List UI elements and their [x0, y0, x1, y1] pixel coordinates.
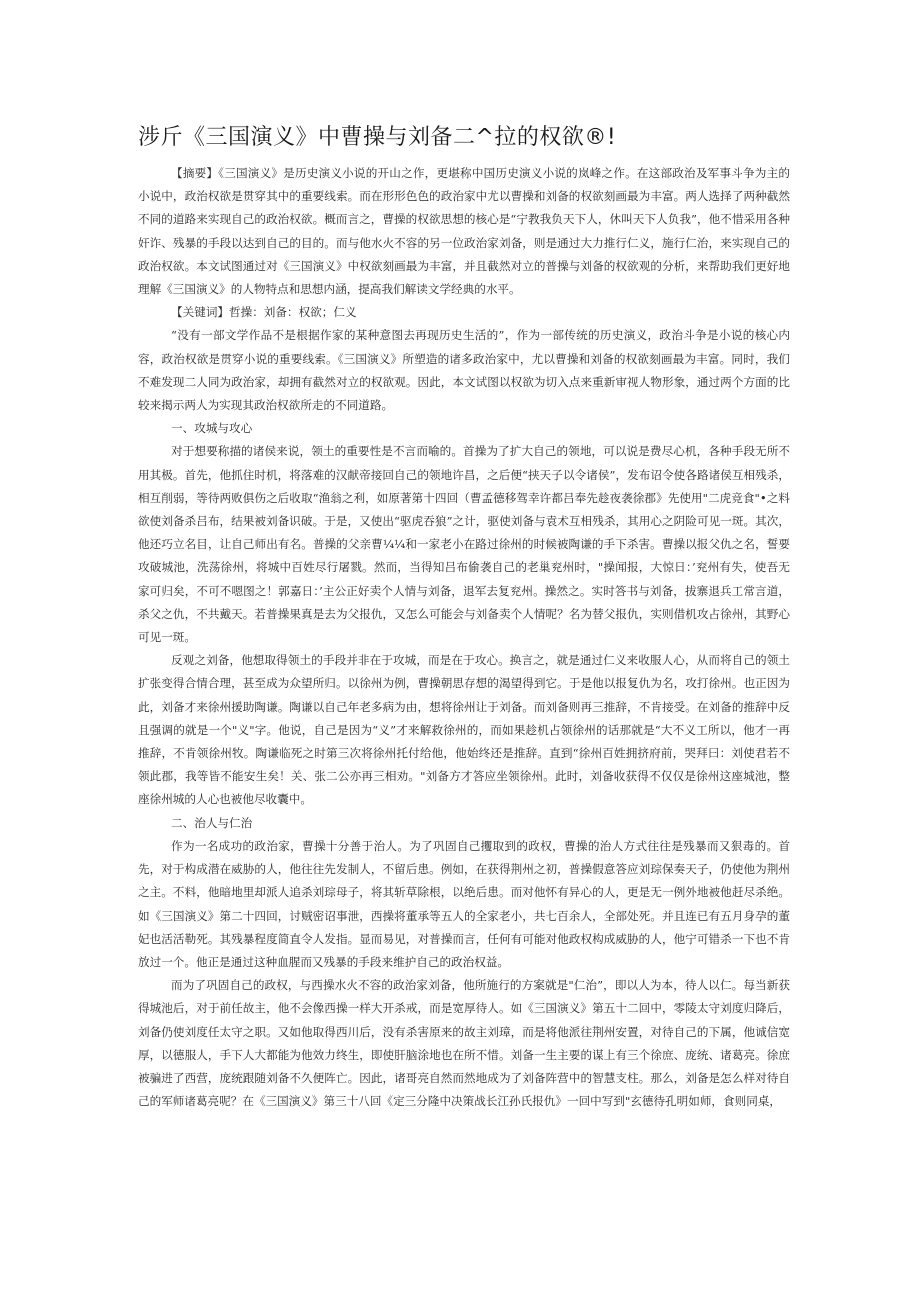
section-heading-2: 二、治人与仁治: [171, 815, 253, 830]
body-paragraph: 作为一名成功的政治家，曹操十分善于治人。为了巩固自己攫取到的政权，曹操的治人方式往往是残暴而又狠毒的。首先，对于构成潜在威胁的人，他往往先发制人，不留后患。例如，在获得荆州之初，普操假意答应刘琮保奏天子，仍使他为荆州之主。不料，他暗地里却派人追杀刘琮母子，将其斩草除根，以绝后患。而对他怀有异心的人，更是无一例外地被他赶尽杀绝。如《三国演义》第二十四回，讨贼密诏事泄，西操将董承等五人的全家老小，共七百余人，全部处死。并且连已有五月身孕的董妃也活活勒死。其残暴程度简直令人发指。显而易见，对普操而言，任何有可能对他政权构成威胁的人，他宁可错杀一下也不肯放过一个。他正是通过这种血腥而又残暴的手段来维护自己的政治权益。: [138, 838, 790, 969]
body-paragraph: 反观之刘备，他想取得领土的手段并非在于攻城，而是在于攻心。换言之，就是通过仁义来收服人心，从而将自己的领土扩张变得合情合理，甚至成为众望所归。以徐州为例，曹操朝思存想的渴望得到它。于是他以报复仇为名，攻打徐州。也正因为此，刘备才来徐州援助陶谦。陶谦以自己年老多病为由，想将徐州让于刘备。而刘备则再三推辞，不肯接受。在刘备的推辞中反且强调的就是一个"义"字。他说，自己是因为“义”才来解救徐州的，而如果趁机占领徐州的话那就是“大不义工所以，他才一再推辞，不肯领徐州牧。陶谦临死之时第三次将徐州托付给他，他始终还是推辞。直到“徐州百姓拥挤府前，哭拜曰：刘使君若不领此郡，我等皆不能安生矣！关、张二公亦再三相劝。"刘备方才答应坐领徐州。此时，刘备收获得不仅仅是徐州这座城池，整座徐州城的人心也被他尽收囊中。: [138, 653, 790, 807]
document-title: 涉斤《三国演义》中曹操与刘备二^拉的权欲®!: [138, 125, 617, 150]
section-heading-1: 一、攻城与攻心: [171, 421, 253, 436]
intro-paragraph: “没有一部文学作品不是根据作家的某种意图去再现历史生活的”，作为一部传统的历史演义，政治斗争是小说的核心内容，政治权欲是贯穿小说的重要线索。《三国演义》所塑造的诸多政治家中，尤以曹操和刘备的权欲刻画最为丰富。同时，我们不难发现二人同为政治家，却拥有截然对立的权欲观。因此，本文试图以权欲为切入点来重新审视人物形象，通过两个方面的比较来揭示两人为实现其政治权欲所走的不同道路。: [138, 328, 790, 413]
keywords-paragraph: 【关键词】哲操：刘备：权欲；仁义: [171, 305, 357, 320]
body-paragraph: 而为了巩固自己的政权，与西操水火不容的政治家刘备，他所施行的方案就是"仁治”，即以人为本，待人以仁。每当新获得城池后，对于前任故主，他不会像西操一样大开杀戒，而是宽厚待人。如《三国演义》第五十二回中，零陵太守刘度归降后，刘备仍使刘度任太守之职。又如他取得西川后，没有杀害原来的故主刘璋，而是将他派往荆州安置，对待自己的下属，他诚信宽厚，以德服人，手下人大都能为他效力终生，即使肝脑涂地也在所不惜。刘备一生主要的谋上有三个徐庶、庞统、诸葛亮。徐庶被骗进了西营，庞统跟随刘备不久便阵亡。因此，诸哥亮自然而然地成为了刘备阵营中的智慧支柱。那么，刘备是怎么样对待自己的军师诸葛亮呢？在《三国演义》第三十八回《定三分隆中决策战长江孙氏报仇》一回中写到"玄德待孔明如师，食则同桌，: [138, 978, 790, 1109]
abstract-paragraph: 【摘要】《三国演义》是历史演义小说的开山之作，更堪称中国历史演义小说的岚峰之作。在这部政治及军事斗争为主的小说中，政治权欲是贯穿其中的重要线索。而在形形色色的政治家中尤以曹操和刘备的权欲刻画最为丰富。两人选择了两种截然不同的道路来实现自己的政治权欲。概而言之，曹操的权欲思想的核心是“宁教我负天下人，休叫天下人负我”，他不惜采用各种奸诈、残暴的手段以达到自己的目的。而与他水火不容的另一位政治家刘备，则是通过大力推行仁义，施行仁治，来实现自己的政治权欲。本文试图通过对《三国演义》中权欲刻画最为丰富，并且截然对立的普操与刘备的权欲观的分析，来帮助我们更好地理解《三国演义》的人物特点和思想内涵，提高我们解读文学经典的水平。: [138, 166, 790, 297]
body-paragraph: 对于想要称描的诸侯来说，领土的重要性是不言而喻的。首操为了扩大自己的领地，可以说是费尽心机，各种手段无所不用其极。首先，他抓住时机，将落难的汉献帝接回自己的领地许昌，之后便“挟天子以令诸侯”，发布诏令使各路诸侯互相残杀，相互削弱，等待两败俱伤之后收取“渔翁之利，如原著第十四回（曹孟德移驾幸许都吕奉先趁夜袭徐郡》先使用"二虎竞食"•之料欲使刘备杀吕布，结果被刘备识破。于是，又使出“驱虎吞狼”之计，驱使刘备与袁术互相残杀，其用心之阴险可见一斑。其次，他还巧立名目，让自己师出有名。普操的父亲曹¼¼和一家老小在路过徐州的时候被陶谦的手下杀害。曹操以报父仇之名，誓要攻破城池，洗荡徐州，将城中百姓尽行屠戮。然而，当得知吕布偷袭自己的老巢兖州时，"操闻报，大惊日：’兖州有失，使吾无家可归矣，不可不嗯图之！郭嘉日：’主公正好卖个人情与刘备，退军去复兖州。操然之。实时答书与刘备，拔寨退兵工常言道，杀父之仇，不共戴天。若普操果真是去为父报仇，又怎么可能会与刘备卖个人情呢？名为替父报仇，实则借机攻占徐州，其野心可见一斑。: [138, 444, 790, 645]
document-body: [138, 162, 790, 1113]
